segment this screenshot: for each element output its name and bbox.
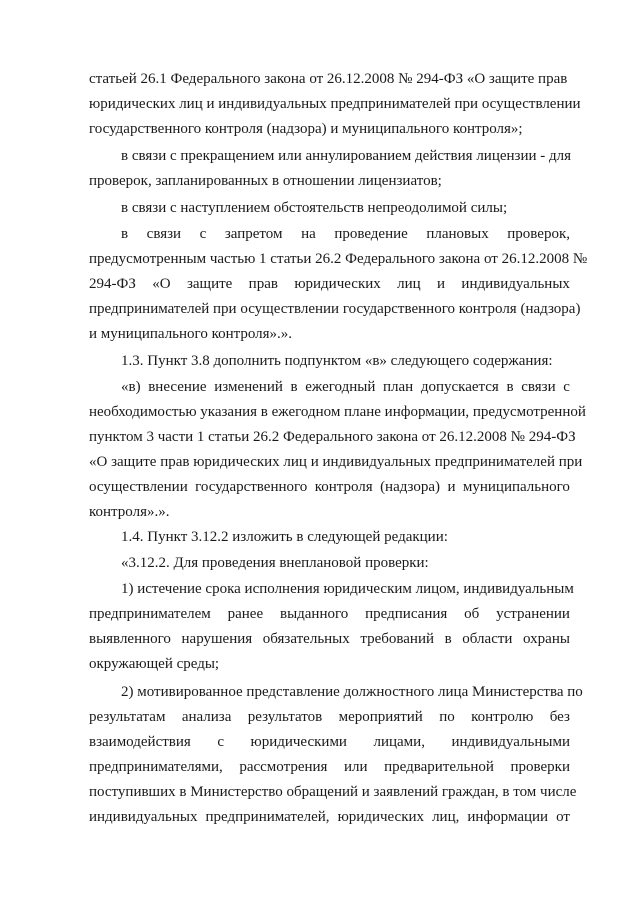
text-line: пунктом 3 части 1 статьи 26.2 Федерального закона от 26.12.2008 № 294-ФЗ [89,429,576,445]
text-line: статьей 26.1 Федерального закона от 26.12.2008 № 294-ФЗ «О защите прав [89,71,568,87]
text-line: окружающей среды; [89,656,220,672]
text-line: 1.3. Пункт 3.8 дополнить подпунктом «в» следующего содержания: [121,353,553,369]
text-line: в связи с прекращением или аннулированием действия лицензии - для [121,148,572,164]
text-line: проверок, запланированных в отношении лицензиатов; [89,173,442,189]
text-line: 1) истечение срока исполнения юридическим лицом, индивидуальным [121,581,574,597]
text-line: предпринимателями, рассмотрения или предварительной проверки [89,759,570,775]
text-line: 1.4. Пункт 3.12.2 изложить в следующей редакции: [121,529,448,545]
text-line: взаимодействия с юридическими лицами, индивидуальными [89,734,570,750]
text-line: предпринимателей при осуществлении государственного контроля (надзора) [89,301,581,317]
text-line: поступивших в Министерство обращений и заявлений граждан, в том числе [89,784,577,800]
text-line: в связи с запретом на проведение плановых проверок, [121,226,570,242]
text-line: предусмотренным частью 1 статьи 26.2 Федерального закона от 26.12.2008 № [89,251,588,267]
text-line: выявленного нарушения обязательных требований в области охраны [89,631,570,647]
text-line: необходимостью указания в ежегодном плане информации, предусмотренной [89,404,586,420]
text-line: «3.12.2. Для проведения внеплановой проверки: [121,555,429,571]
text-line: «в) внесение изменений в ежегодный план допускается в связи с [121,379,570,395]
text-line: 294-ФЗ «О защите прав юридических лиц и индивидуальных [89,276,570,292]
text-line: юридических лиц и индивидуальных предпринимателей при осуществлении [89,96,581,112]
text-line: результатам анализа результатов мероприятий по контролю без [89,709,570,725]
text-line: «О защите прав юридических лиц и индивидуальных предпринимателей при [89,454,583,470]
text-line: контроля».». [89,504,170,520]
text-line: предпринимателем ранее выданного предписания об устранении [89,606,570,622]
text-line: осуществлении государственного контроля (надзора) и муниципального [89,479,570,495]
text-line: и муниципального контроля».». [89,326,293,342]
text-line: государственного контроля (надзора) и муниципального контроля»; [89,121,523,137]
text-line: 2) мотивированное представление должностного лица Министерства по [121,684,583,700]
text-line: индивидуальных предпринимателей, юридических лиц, информации от [89,809,570,825]
text-line: в связи с наступлением обстоятельств непреодолимой силы; [121,200,508,216]
